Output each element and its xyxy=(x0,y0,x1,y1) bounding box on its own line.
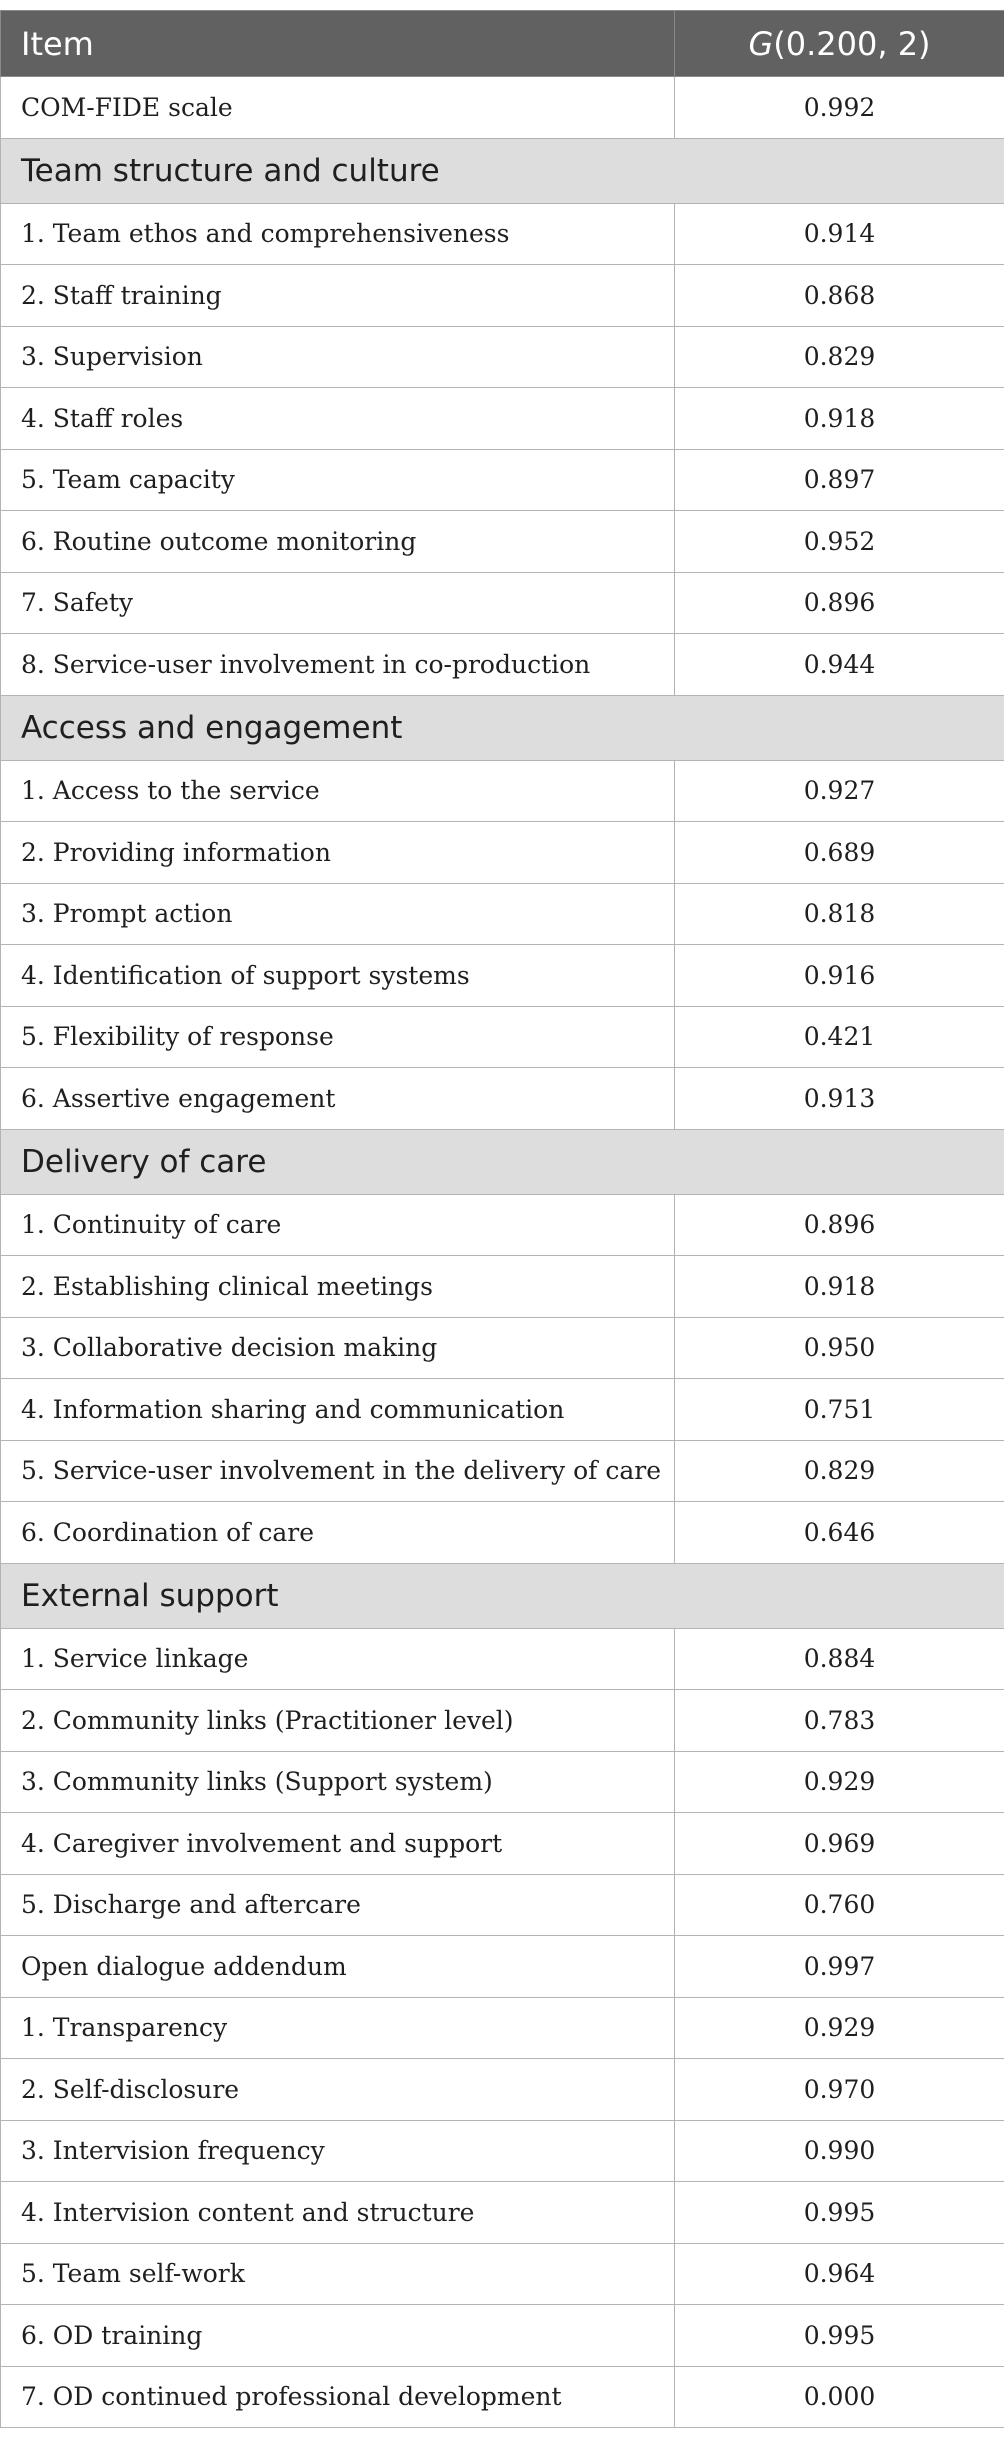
g-value: 0.646 xyxy=(675,1502,1004,1564)
table-row xyxy=(1,2182,1004,2244)
header-g-letter: G xyxy=(748,24,774,63)
table-row xyxy=(1,1256,1004,1318)
g-value: 0.829 xyxy=(675,326,1004,388)
g-value: 0.997 xyxy=(675,1936,1004,1998)
item-label: 2. Establishing clinical meetings xyxy=(1,1256,675,1318)
g-value: 0.918 xyxy=(675,1256,1004,1318)
table-row xyxy=(1,1874,1004,1936)
g-value: 0.969 xyxy=(675,1813,1004,1875)
table-row xyxy=(1,1936,1004,1998)
item-label: 8. Service-user involvement in co-production xyxy=(1,634,675,696)
table-row xyxy=(1,326,1004,388)
table-row xyxy=(1,265,1004,327)
item-label: 6. OD training xyxy=(1,2305,675,2367)
g-value: 0.689 xyxy=(675,822,1004,884)
item-label: 3. Prompt action xyxy=(1,883,675,945)
g-value: 0.929 xyxy=(675,1997,1004,2059)
g-value: 0.913 xyxy=(675,1068,1004,1130)
g-value: 0.970 xyxy=(675,2059,1004,2121)
g-value: 0.992 xyxy=(675,77,1004,139)
section-title: Delivery of care xyxy=(1,1129,1004,1194)
item-label: 5. Flexibility of response xyxy=(1,1006,675,1068)
section-title: External support xyxy=(1,1563,1004,1628)
table-row xyxy=(1,2305,1004,2367)
g-value: 0.916 xyxy=(675,945,1004,1007)
g-value: 0.918 xyxy=(675,388,1004,450)
table-row xyxy=(1,1628,1004,1690)
item-label: 3. Collaborative decision making xyxy=(1,1317,675,1379)
table-row xyxy=(1,511,1004,573)
item-label: 5. Service-user involvement in the delivery of care xyxy=(1,1440,675,1502)
section-row xyxy=(1,695,1004,760)
g-value: 0.751 xyxy=(675,1379,1004,1441)
item-label: Open dialogue addendum xyxy=(1,1936,675,1998)
g-value: 0.896 xyxy=(675,572,1004,634)
header-row xyxy=(1,11,1004,77)
table-row xyxy=(1,2059,1004,2121)
table-row xyxy=(1,1751,1004,1813)
item-label: 6. Routine outcome monitoring xyxy=(1,511,675,573)
g-value: 0.950 xyxy=(675,1317,1004,1379)
item-label: 4. Staff roles xyxy=(1,388,675,450)
item-label: 1. Continuity of care xyxy=(1,1194,675,1256)
g-value: 0.929 xyxy=(675,1751,1004,1813)
section-title: Access and engagement xyxy=(1,695,1004,760)
item-label: 4. Intervision content and structure xyxy=(1,2182,675,2244)
g-value: 0.783 xyxy=(675,1690,1004,1752)
g-value: 0.829 xyxy=(675,1440,1004,1502)
item-label: 7. OD continued professional development xyxy=(1,2366,675,2428)
g-value: 0.421 xyxy=(675,1006,1004,1068)
item-label: 4. Identification of support systems xyxy=(1,945,675,1007)
item-label: 4. Information sharing and communication xyxy=(1,1379,675,1441)
table-row xyxy=(1,822,1004,884)
table-row xyxy=(1,1502,1004,1564)
table-row xyxy=(1,883,1004,945)
table-row xyxy=(1,449,1004,511)
g-value: 0.818 xyxy=(675,883,1004,945)
item-label: 1. Service linkage xyxy=(1,1628,675,1690)
table-row xyxy=(1,2366,1004,2428)
table-row xyxy=(1,1379,1004,1441)
table-row xyxy=(1,572,1004,634)
table-row xyxy=(1,1194,1004,1256)
g-value: 0.995 xyxy=(675,2305,1004,2367)
table-row xyxy=(1,388,1004,450)
g-value: 0.868 xyxy=(675,265,1004,327)
g-value: 0.000 xyxy=(675,2366,1004,2428)
section-row xyxy=(1,1129,1004,1194)
g-coefficient-table xyxy=(0,10,1004,2428)
item-label: 2. Providing information xyxy=(1,822,675,884)
g-value: 0.914 xyxy=(675,203,1004,265)
item-label: COM-FIDE scale xyxy=(1,77,675,139)
item-label: 6. Coordination of care xyxy=(1,1502,675,1564)
g-value: 0.990 xyxy=(675,2120,1004,2182)
g-value: 0.927 xyxy=(675,760,1004,822)
item-label: 6. Assertive engagement xyxy=(1,1068,675,1130)
table-row xyxy=(1,945,1004,1007)
item-label: 3. Intervision frequency xyxy=(1,2120,675,2182)
g-value: 0.896 xyxy=(675,1194,1004,1256)
g-value: 0.944 xyxy=(675,634,1004,696)
table-row xyxy=(1,634,1004,696)
item-label: 4. Caregiver involvement and support xyxy=(1,1813,675,1875)
table-row xyxy=(1,1068,1004,1130)
section-row xyxy=(1,1563,1004,1628)
item-label: 5. Team capacity xyxy=(1,449,675,511)
table-body xyxy=(1,77,1004,2428)
table-container xyxy=(0,10,1004,2428)
g-value: 0.760 xyxy=(675,1874,1004,1936)
g-value: 0.897 xyxy=(675,449,1004,511)
header-item: Item xyxy=(1,11,675,77)
header-g-args: (0.200, 2) xyxy=(773,24,931,63)
item-label: 5. Team self-work xyxy=(1,2243,675,2305)
table-row xyxy=(1,77,1004,139)
table-row xyxy=(1,1690,1004,1752)
g-value: 0.952 xyxy=(675,511,1004,573)
table-row xyxy=(1,203,1004,265)
table-row xyxy=(1,1997,1004,2059)
table-row xyxy=(1,2243,1004,2305)
g-value: 0.884 xyxy=(675,1628,1004,1690)
item-label: 2. Self-disclosure xyxy=(1,2059,675,2121)
table-row xyxy=(1,1440,1004,1502)
header-g xyxy=(675,11,1004,77)
table-row xyxy=(1,2120,1004,2182)
table-row xyxy=(1,1317,1004,1379)
item-label: 3. Supervision xyxy=(1,326,675,388)
g-value: 0.964 xyxy=(675,2243,1004,2305)
item-label: 2. Staff training xyxy=(1,265,675,327)
g-value: 0.995 xyxy=(675,2182,1004,2244)
table-row xyxy=(1,760,1004,822)
section-title: Team structure and culture xyxy=(1,138,1004,203)
item-label: 2. Community links (Practitioner level) xyxy=(1,1690,675,1752)
table-row xyxy=(1,1813,1004,1875)
item-label: 1. Access to the service xyxy=(1,760,675,822)
item-label: 7. Safety xyxy=(1,572,675,634)
item-label: 5. Discharge and aftercare xyxy=(1,1874,675,1936)
item-label: 1. Transparency xyxy=(1,1997,675,2059)
table-row xyxy=(1,1006,1004,1068)
item-label: 3. Community links (Support system) xyxy=(1,1751,675,1813)
item-label: 1. Team ethos and comprehensiveness xyxy=(1,203,675,265)
section-row xyxy=(1,138,1004,203)
